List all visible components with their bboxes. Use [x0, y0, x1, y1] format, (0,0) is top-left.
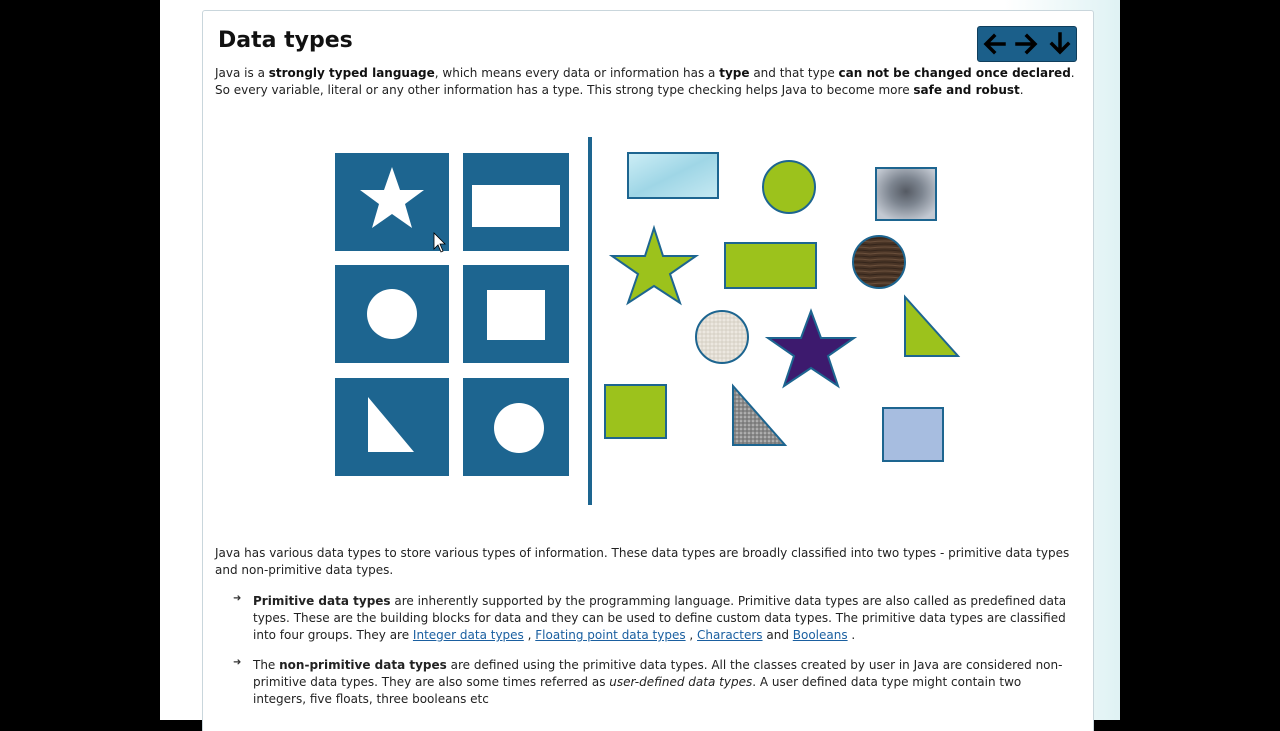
bullet-text: and [762, 628, 793, 642]
blurred-square [876, 168, 936, 220]
lime-star [612, 228, 696, 303]
classification-paragraph: Java has various data types to store various types of information. These data types are broadly classified into two types - primitive data types and non-primitive data types. [215, 546, 1070, 577]
bullet-text: . A user defined data type might contain two integers, five floats, three booleans etc [253, 675, 1022, 706]
integer-data-types-link[interactable]: Integer data types [412, 628, 524, 642]
bullet-arrow-icon: ➜ [233, 593, 242, 604]
speckled-triangle [733, 386, 785, 445]
bullet-text: . [847, 628, 856, 642]
star-shape [360, 167, 424, 228]
bullet-text: , [685, 628, 698, 642]
bullet-text: , [523, 628, 536, 642]
floating-point-data-types-link[interactable]: Floating point data types [535, 628, 686, 642]
intro-text: . [1019, 83, 1024, 97]
page-title: Data types [218, 28, 353, 53]
lime-rectangle [725, 243, 816, 288]
bullet-bold: Primitive data types [253, 594, 391, 608]
bullet-text: are defined using the primitive data types. All the classes created by user in Java are considered non-primitive data types. They are also some times referred as [253, 658, 1063, 689]
bullet-bold: non-primitive data types [279, 658, 447, 672]
textured-rectangle [628, 153, 718, 198]
lime-square [605, 385, 666, 438]
intro-text: , which means every data or information has a [434, 66, 720, 80]
lime-triangle [905, 297, 958, 356]
booleans-link[interactable]: Booleans [792, 628, 848, 642]
bullet-text: are inherently supported by the programming language. Primitive data types are also called as predefined data types. These are the building blocks for data and they can be used to define custom data types. The primitive data types are classified into four groups. They are [253, 594, 1067, 642]
intro-bold: strongly typed language [268, 66, 435, 80]
intro-text: Java is a [215, 66, 269, 80]
light-blue-square [883, 408, 943, 461]
triangle-shape [368, 397, 414, 452]
characters-link[interactable]: Characters [697, 628, 763, 642]
circle-shape [367, 289, 417, 339]
bullet-arrow-icon: ➜ [233, 657, 242, 668]
non-primitive-bullet [253, 657, 1075, 708]
intro-bold: can not be changed once declared [838, 66, 1071, 80]
bullet-text: The [253, 658, 280, 672]
intro-text: . So every variable, literal or any other information has a type. This strong type checking helps Java to become more [215, 66, 1075, 97]
bullet-italic: user-defined data types [609, 675, 753, 689]
rectangle-shape [472, 185, 560, 227]
linen-circle [696, 311, 748, 363]
circle-shape [494, 403, 544, 453]
lime-circle [763, 161, 815, 213]
primitive-bullet [253, 593, 1075, 644]
mouse-cursor-icon [434, 233, 445, 252]
square-shape [487, 290, 545, 340]
wood-circle [853, 236, 905, 288]
purple-star [768, 311, 854, 386]
intro-text: and that type [749, 66, 839, 80]
intro-bold: type [719, 66, 750, 80]
intro-bold: safe and robust [913, 83, 1020, 97]
